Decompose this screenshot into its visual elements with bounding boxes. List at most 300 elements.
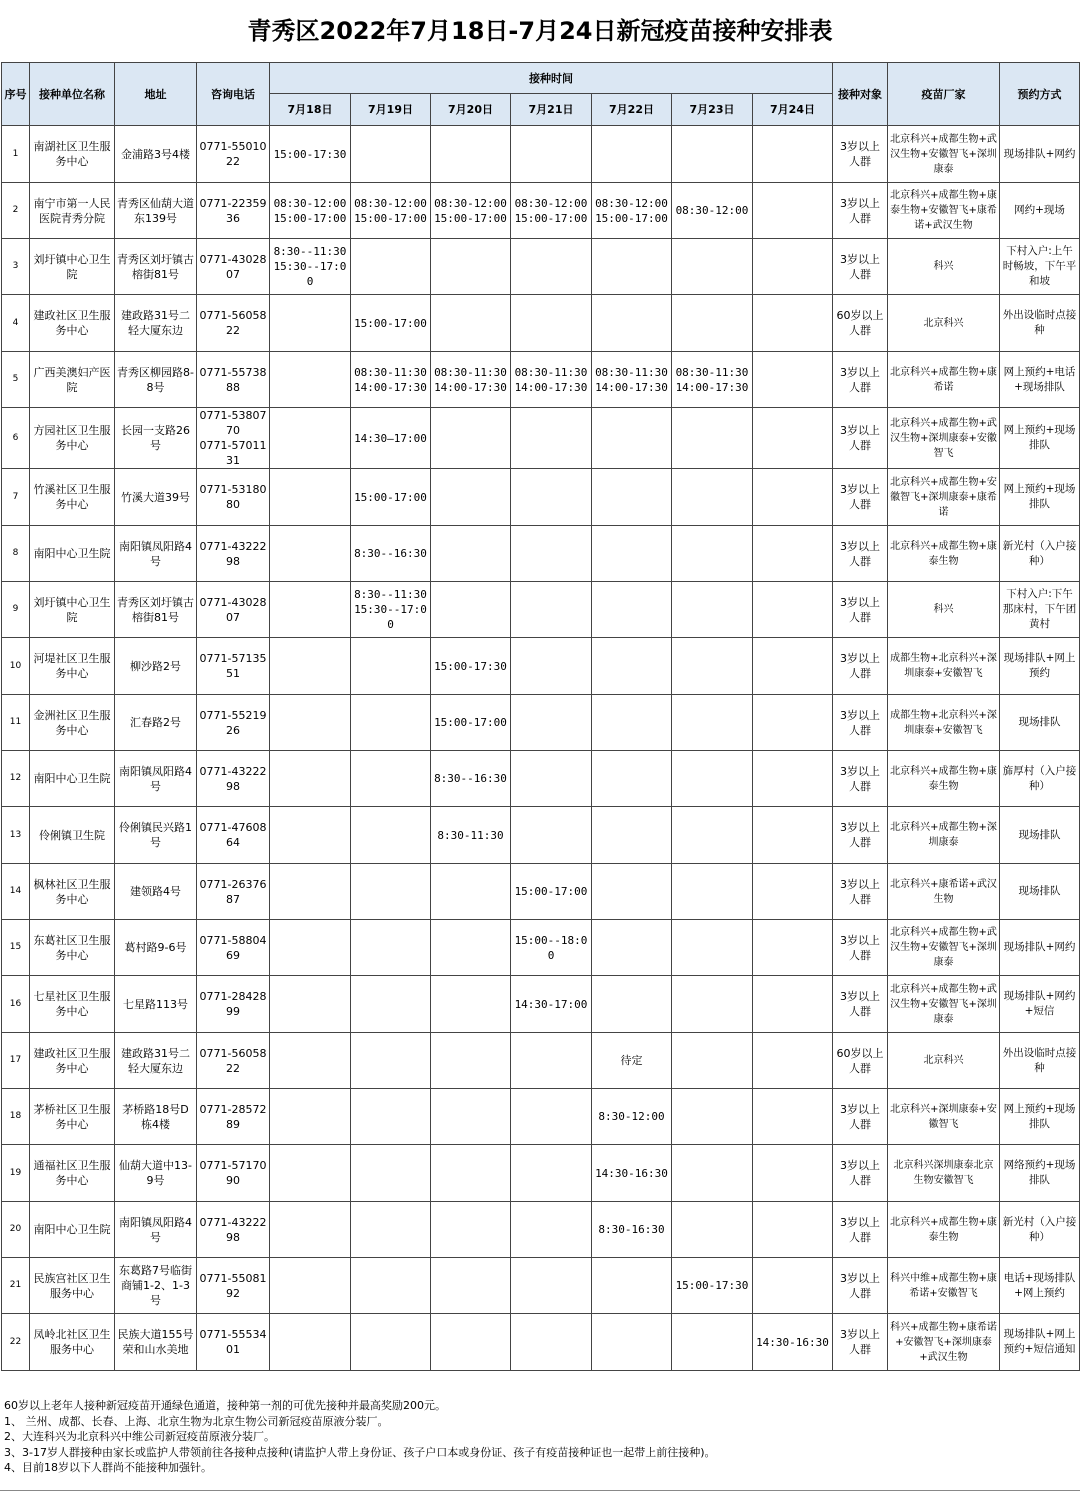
table-row	[2, 239, 1080, 295]
cell-target: 3岁以上人群	[833, 352, 888, 408]
cell-unit: 刘圩镇中心卫生院	[30, 239, 115, 295]
cell-time	[270, 695, 351, 751]
cell-phone: 0771-2637687	[197, 864, 270, 920]
cell-method: 电话+现场排队+网上预约	[1000, 1258, 1080, 1314]
cell-time	[351, 126, 431, 183]
cell-target: 3岁以上人群	[833, 1258, 888, 1314]
cell-time	[270, 1258, 351, 1314]
cell-method: 现场排队+网约	[1000, 126, 1080, 183]
cell-time	[592, 469, 672, 526]
cell-time: 14:30-16:30	[592, 1145, 672, 1202]
header-date: 7月23日	[672, 94, 753, 126]
cell-time	[753, 1033, 833, 1089]
table-row	[2, 751, 1080, 807]
cell-time	[431, 408, 511, 469]
cell-time	[753, 295, 833, 352]
cell-method: 新光村（入户接种）	[1000, 1202, 1080, 1258]
cell-vendor: 成都生物+北京科兴+深圳康泰+安徽智飞	[888, 638, 1000, 695]
cell-time: 14:30—17:00	[351, 408, 431, 469]
header-vendor: 疫苗厂家	[888, 63, 1000, 126]
cell-time	[511, 469, 592, 526]
cell-unit: 枫林社区卫生服务中心	[30, 864, 115, 920]
table-row	[2, 1202, 1080, 1258]
cell-phone: 0771-5521926	[197, 695, 270, 751]
cell-address: 青秀区刘圩镇古榕街81号	[115, 582, 197, 638]
cell-method: 网上预约+现场排队	[1000, 408, 1080, 469]
cell-time	[431, 920, 511, 976]
cell-time	[511, 751, 592, 807]
cell-vendor: 北京科兴+成都生物+安徽智飞+深圳康泰+康希诺	[888, 469, 1000, 526]
cell-time	[431, 469, 511, 526]
cell-seq: 1	[2, 126, 30, 183]
cell-unit: 通福社区卫生服务中心	[30, 1145, 115, 1202]
cell-time	[753, 526, 833, 582]
note-line: 1、 兰州、成都、长春、上海、北京生物为北京生物公司新冠疫苗原液分装厂。	[4, 1414, 389, 1428]
table-row	[2, 1258, 1080, 1314]
cell-time	[431, 1033, 511, 1089]
cell-time: 08:30-12:00 15:00-17:00	[351, 183, 431, 239]
cell-target: 3岁以上人群	[833, 526, 888, 582]
cell-time: 15:00-17:00	[351, 295, 431, 352]
header-date: 7月19日	[351, 94, 431, 126]
cell-time	[753, 1202, 833, 1258]
cell-phone: 0771-5717090	[197, 1145, 270, 1202]
cell-address: 建政路31号二轻大厦东边	[115, 1033, 197, 1089]
cell-time	[592, 751, 672, 807]
cell-time	[592, 1258, 672, 1314]
cell-target: 3岁以上人群	[833, 920, 888, 976]
cell-vendor: 北京科兴	[888, 1033, 1000, 1089]
cell-vendor: 北京科兴+成都生物+康泰生物	[888, 1202, 1000, 1258]
cell-time	[270, 1145, 351, 1202]
cell-unit: 南湖社区卫生服务中心	[30, 126, 115, 183]
cell-time	[351, 1033, 431, 1089]
cell-time	[270, 638, 351, 695]
notes-section	[4, 1398, 1076, 1476]
cell-unit: 金洲社区卫生服务中心	[30, 695, 115, 751]
cell-seq: 10	[2, 638, 30, 695]
cell-target: 3岁以上人群	[833, 807, 888, 864]
cell-seq: 17	[2, 1033, 30, 1089]
cell-phone: 0771-4302807	[197, 239, 270, 295]
cell-target: 3岁以上人群	[833, 183, 888, 239]
cell-method: 现场排队	[1000, 864, 1080, 920]
table-row	[2, 408, 1080, 469]
cell-time	[431, 295, 511, 352]
cell-time	[431, 1145, 511, 1202]
cell-time	[270, 807, 351, 864]
cell-time	[753, 695, 833, 751]
cell-unit: 南阳中心卫生院	[30, 1202, 115, 1258]
cell-time	[511, 638, 592, 695]
cell-unit: 伶俐镇卫生院	[30, 807, 115, 864]
cell-method: 下村入户:下午那床村，下午团黄村	[1000, 582, 1080, 638]
note-line: 60岁以上老年人接种新冠疫苗开通绿色通道，接种第一剂的可优先接种并最高奖励200元。	[4, 1399, 446, 1412]
cell-method: 现场排队	[1000, 695, 1080, 751]
cell-time	[592, 976, 672, 1033]
cell-seq: 7	[2, 469, 30, 526]
cell-time	[511, 1258, 592, 1314]
cell-time	[672, 295, 753, 352]
cell-method: 现场排队+网上预约+短信通知	[1000, 1314, 1080, 1371]
cell-unit: 南阳中心卫生院	[30, 751, 115, 807]
cell-vendor: 科兴中维+成都生物+康希诺+安徽智飞	[888, 1258, 1000, 1314]
cell-seq: 14	[2, 864, 30, 920]
cell-address: 青秀区仙葫大道东139号	[115, 183, 197, 239]
cell-time	[753, 920, 833, 976]
cell-address: 七星路113号	[115, 976, 197, 1033]
cell-time	[753, 1258, 833, 1314]
cell-time	[431, 1089, 511, 1145]
header-date: 7月22日	[592, 94, 672, 126]
cell-target: 3岁以上人群	[833, 126, 888, 183]
cell-time: 14:30-16:30	[753, 1314, 833, 1371]
cell-time	[753, 807, 833, 864]
cell-time	[592, 920, 672, 976]
table-row	[2, 1314, 1080, 1371]
cell-phone: 0771-5605822	[197, 1033, 270, 1089]
cell-phone: 0771-2857289	[197, 1089, 270, 1145]
cell-address: 建领路4号	[115, 864, 197, 920]
cell-vendor: 北京科兴+成都生物+武汉生物+安徽智飞+深圳康泰	[888, 920, 1000, 976]
cell-unit: 河堤社区卫生服务中心	[30, 638, 115, 695]
cell-address: 南阳镇凤阳路4号	[115, 1202, 197, 1258]
cell-phone: 0771-5713551	[197, 638, 270, 695]
cell-target: 3岁以上人群	[833, 582, 888, 638]
cell-time	[431, 126, 511, 183]
cell-time	[753, 183, 833, 239]
cell-seq: 2	[2, 183, 30, 239]
table-row	[2, 1089, 1080, 1145]
cell-time: 08:30-12:00 15:00-17:00	[592, 183, 672, 239]
cell-time	[672, 526, 753, 582]
cell-time	[351, 1258, 431, 1314]
cell-time	[511, 807, 592, 864]
table-row	[2, 920, 1080, 976]
cell-time: 08:30-11:30 14:00-17:30	[431, 352, 511, 408]
cell-time	[753, 126, 833, 183]
header-seq: 序号	[2, 63, 30, 126]
cell-unit: 七星社区卫生服务中心	[30, 976, 115, 1033]
note-line: 4、目前18岁以下人群尚不能接种加强针。	[4, 1461, 212, 1474]
cell-target: 3岁以上人群	[833, 1202, 888, 1258]
cell-time	[672, 1145, 753, 1202]
cell-vendor: 北京科兴+成都生物+武汉生物+安徽智飞+深圳康泰	[888, 126, 1000, 183]
cell-time	[431, 1314, 511, 1371]
cell-time	[270, 352, 351, 408]
cell-time: 08:30-11:30 14:00-17:30	[511, 352, 592, 408]
cell-vendor: 北京科兴	[888, 295, 1000, 352]
cell-method: 网约+现场	[1000, 183, 1080, 239]
cell-time	[270, 1033, 351, 1089]
table-row	[2, 695, 1080, 751]
cell-vendor: 成都生物+北京科兴+深圳康泰+安徽智飞	[888, 695, 1000, 751]
cell-phone: 0771-5508192	[197, 1258, 270, 1314]
cell-method: 网上预约+电话+现场排队	[1000, 352, 1080, 408]
cell-phone: 0771-4302807	[197, 582, 270, 638]
cell-time	[753, 751, 833, 807]
cell-time	[672, 976, 753, 1033]
cell-time	[511, 526, 592, 582]
cell-time: 08:30-12:00	[672, 183, 753, 239]
cell-time	[753, 1145, 833, 1202]
cell-time	[431, 864, 511, 920]
table-row	[2, 126, 1080, 183]
cell-phone: 0771-4760864	[197, 807, 270, 864]
header-target: 接种对象	[833, 63, 888, 126]
cell-time	[672, 408, 753, 469]
cell-time: 08:30-11:30 14:00-17:30	[672, 352, 753, 408]
cell-seq: 20	[2, 1202, 30, 1258]
cell-time: 15:00-17:00	[511, 864, 592, 920]
cell-target: 3岁以上人群	[833, 1089, 888, 1145]
cell-seq: 12	[2, 751, 30, 807]
cell-vendor: 北京科兴+成都生物+深圳康泰	[888, 807, 1000, 864]
cell-address: 伶俐镇民兴路1号	[115, 807, 197, 864]
cell-time	[270, 469, 351, 526]
cell-time	[672, 469, 753, 526]
cell-time	[672, 695, 753, 751]
cell-time	[672, 239, 753, 295]
table-row	[2, 183, 1080, 239]
cell-time	[351, 1145, 431, 1202]
cell-method: 现场排队+网上预约	[1000, 638, 1080, 695]
cell-time	[431, 1258, 511, 1314]
cell-address: 金浦路3号4楼	[115, 126, 197, 183]
cell-time	[511, 408, 592, 469]
cell-vendor: 北京科兴+成都生物+武汉生物+安徽智飞+深圳康泰	[888, 976, 1000, 1033]
cell-time	[511, 239, 592, 295]
cell-unit: 方园社区卫生服务中心	[30, 408, 115, 469]
table-header	[2, 63, 1080, 126]
cell-time	[592, 408, 672, 469]
cell-time	[672, 1033, 753, 1089]
cell-time	[351, 638, 431, 695]
table-row	[2, 864, 1080, 920]
cell-time	[431, 976, 511, 1033]
cell-phone: 0771-2842899	[197, 976, 270, 1033]
cell-time	[511, 126, 592, 183]
table-row	[2, 352, 1080, 408]
cell-address: 葛村路9-6号	[115, 920, 197, 976]
cell-time: 待定	[592, 1033, 672, 1089]
cell-phone: 0771-4322298	[197, 751, 270, 807]
cell-time	[511, 1033, 592, 1089]
cell-method: 现场排队+网约	[1000, 920, 1080, 976]
cell-time	[270, 582, 351, 638]
cell-time	[592, 807, 672, 864]
cell-time	[270, 295, 351, 352]
cell-address: 竹溪大道39号	[115, 469, 197, 526]
cell-seq: 5	[2, 352, 30, 408]
table-body	[2, 126, 1080, 1371]
cell-seq: 4	[2, 295, 30, 352]
cell-time	[753, 408, 833, 469]
cell-time	[351, 695, 431, 751]
cell-seq: 9	[2, 582, 30, 638]
cell-phone: 0771-5573888	[197, 352, 270, 408]
cell-address: 茅桥路18号D栋4楼	[115, 1089, 197, 1145]
cell-address: 青秀区柳园路8-8号	[115, 352, 197, 408]
cell-method: 网络预约+现场排队	[1000, 1145, 1080, 1202]
cell-time	[592, 126, 672, 183]
header-time-group: 接种时间	[270, 63, 833, 94]
cell-time	[431, 526, 511, 582]
cell-time	[351, 239, 431, 295]
cell-time	[511, 1089, 592, 1145]
cell-method: 网上预约+现场排队	[1000, 1089, 1080, 1145]
cell-seq: 11	[2, 695, 30, 751]
header-address: 地址	[115, 63, 197, 126]
cell-seq: 19	[2, 1145, 30, 1202]
cell-vendor: 北京科兴+成都生物+康泰生物+安徽智飞+康希诺+武汉生物	[888, 183, 1000, 239]
cell-vendor: 北京科兴+成都生物+武汉生物+深圳康泰+安徽智飞	[888, 408, 1000, 469]
cell-time	[753, 469, 833, 526]
header-phone: 咨询电话	[197, 63, 270, 126]
cell-seq: 6	[2, 408, 30, 469]
cell-target: 3岁以上人群	[833, 864, 888, 920]
cell-time	[270, 526, 351, 582]
cell-time	[351, 751, 431, 807]
cell-target: 60岁以上人群	[833, 295, 888, 352]
header-unit: 接种单位名称	[30, 63, 115, 126]
cell-time	[270, 751, 351, 807]
cell-time	[672, 1314, 753, 1371]
cell-time: 15:00-17:30	[431, 638, 511, 695]
cell-target: 3岁以上人群	[833, 695, 888, 751]
cell-time	[753, 352, 833, 408]
cell-time	[511, 695, 592, 751]
cell-vendor: 科兴+成都生物+康希诺+安徽智飞+深圳康泰+武汉生物	[888, 1314, 1000, 1371]
table-row	[2, 1145, 1080, 1202]
cell-time: 08:30-11:30 14:00-17:30	[351, 352, 431, 408]
cell-time	[672, 807, 753, 864]
cell-time	[270, 1314, 351, 1371]
cell-vendor: 科兴	[888, 239, 1000, 295]
cell-phone: 0771-5380770 0771-5701131	[197, 408, 270, 469]
cell-time	[351, 1089, 431, 1145]
header-method: 预约方式	[1000, 63, 1080, 126]
table-row	[2, 638, 1080, 695]
cell-time: 8:30--11:30 15:30--17:00	[351, 582, 431, 638]
cell-seq: 21	[2, 1258, 30, 1314]
cell-time	[431, 1202, 511, 1258]
cell-address: 东葛路7号临街商铺1-2、1-3 号	[115, 1258, 197, 1314]
cell-phone: 0771-5605822	[197, 295, 270, 352]
cell-time	[270, 1089, 351, 1145]
cell-method: 外出设临时点接种	[1000, 295, 1080, 352]
cell-unit: 广西美澳妇产医院	[30, 352, 115, 408]
cell-target: 60岁以上人群	[833, 1033, 888, 1089]
cell-seq: 18	[2, 1089, 30, 1145]
cell-seq: 13	[2, 807, 30, 864]
cell-vendor: 北京科兴深圳康泰北京生物安徽智飞	[888, 1145, 1000, 1202]
cell-seq: 22	[2, 1314, 30, 1371]
cell-address: 青秀区刘圩镇古榕街81号	[115, 239, 197, 295]
cell-vendor: 北京科兴+成都生物+康泰生物	[888, 751, 1000, 807]
cell-method: 旆厚村（入户接种）	[1000, 751, 1080, 807]
cell-address: 建政路31号二轻大厦东边	[115, 295, 197, 352]
cell-time: 8:30--16:30	[431, 751, 511, 807]
cell-time: 8:30--16:30	[351, 526, 431, 582]
bottom-divider	[0, 1490, 1080, 1491]
note-line: 3、3-17岁人群接种由家长或监护人带领前往各接种点接种(请监护人带上身份证、孩子户口本或身份证、孩子有疫苗接种证也一起带上前往接种)。	[4, 1445, 716, 1459]
cell-time: 15:00-17:00	[431, 695, 511, 751]
cell-vendor: 北京科兴+成都生物+康希诺	[888, 352, 1000, 408]
cell-unit: 东葛社区卫生服务中心	[30, 920, 115, 976]
cell-time	[511, 1202, 592, 1258]
cell-time	[351, 807, 431, 864]
cell-time	[672, 582, 753, 638]
page-title: 青秀区2022年7月18日-7月24日新冠疫苗接种安排表	[247, 17, 833, 45]
cell-time	[511, 1145, 592, 1202]
cell-address: 长园一支路26号	[115, 408, 197, 469]
cell-time	[592, 638, 672, 695]
cell-target: 3岁以上人群	[833, 1145, 888, 1202]
table-row	[2, 469, 1080, 526]
cell-unit: 茅桥社区卫生服务中心	[30, 1089, 115, 1145]
cell-unit: 南宁市第一人民医院青秀分院	[30, 183, 115, 239]
cell-time	[753, 976, 833, 1033]
cell-time	[672, 638, 753, 695]
header-date: 7月18日	[270, 94, 351, 126]
cell-target: 3岁以上人群	[833, 408, 888, 469]
cell-address: 南阳镇凤阳路4号	[115, 751, 197, 807]
cell-time: 15:00--18:00	[511, 920, 592, 976]
cell-address: 汇春路2号	[115, 695, 197, 751]
cell-seq: 16	[2, 976, 30, 1033]
cell-unit: 建政社区卫生服务中心	[30, 295, 115, 352]
cell-target: 3岁以上人群	[833, 469, 888, 526]
table-row	[2, 1033, 1080, 1089]
cell-time	[511, 1314, 592, 1371]
cell-vendor: 科兴	[888, 582, 1000, 638]
cell-time	[592, 695, 672, 751]
cell-time	[270, 408, 351, 469]
header-date: 7月24日	[753, 94, 833, 126]
table-row	[2, 526, 1080, 582]
cell-time	[672, 1202, 753, 1258]
cell-phone: 0771-5553401	[197, 1314, 270, 1371]
cell-time: 8:30-11:30	[431, 807, 511, 864]
cell-time	[672, 126, 753, 183]
cell-seq: 15	[2, 920, 30, 976]
cell-time	[592, 1314, 672, 1371]
cell-time	[270, 920, 351, 976]
header-date: 7月21日	[511, 94, 592, 126]
cell-time	[753, 638, 833, 695]
cell-phone: 0771-4322298	[197, 1202, 270, 1258]
cell-vendor: 北京科兴+成都生物+康泰生物	[888, 526, 1000, 582]
cell-address: 南阳镇凤阳路4号	[115, 526, 197, 582]
cell-target: 3岁以上人群	[833, 1314, 888, 1371]
cell-time: 15:00-17:30	[672, 1258, 753, 1314]
cell-time	[270, 976, 351, 1033]
table-row	[2, 295, 1080, 352]
cell-time	[351, 864, 431, 920]
cell-target: 3岁以上人群	[833, 239, 888, 295]
cell-phone: 0771-5501022	[197, 126, 270, 183]
cell-time	[351, 1314, 431, 1371]
cell-time	[672, 864, 753, 920]
cell-time	[672, 920, 753, 976]
cell-time	[672, 751, 753, 807]
cell-seq: 3	[2, 239, 30, 295]
cell-time: 08:30-12:00 15:00-17:00	[511, 183, 592, 239]
cell-seq: 8	[2, 526, 30, 582]
cell-time	[270, 1202, 351, 1258]
cell-unit: 建政社区卫生服务中心	[30, 1033, 115, 1089]
